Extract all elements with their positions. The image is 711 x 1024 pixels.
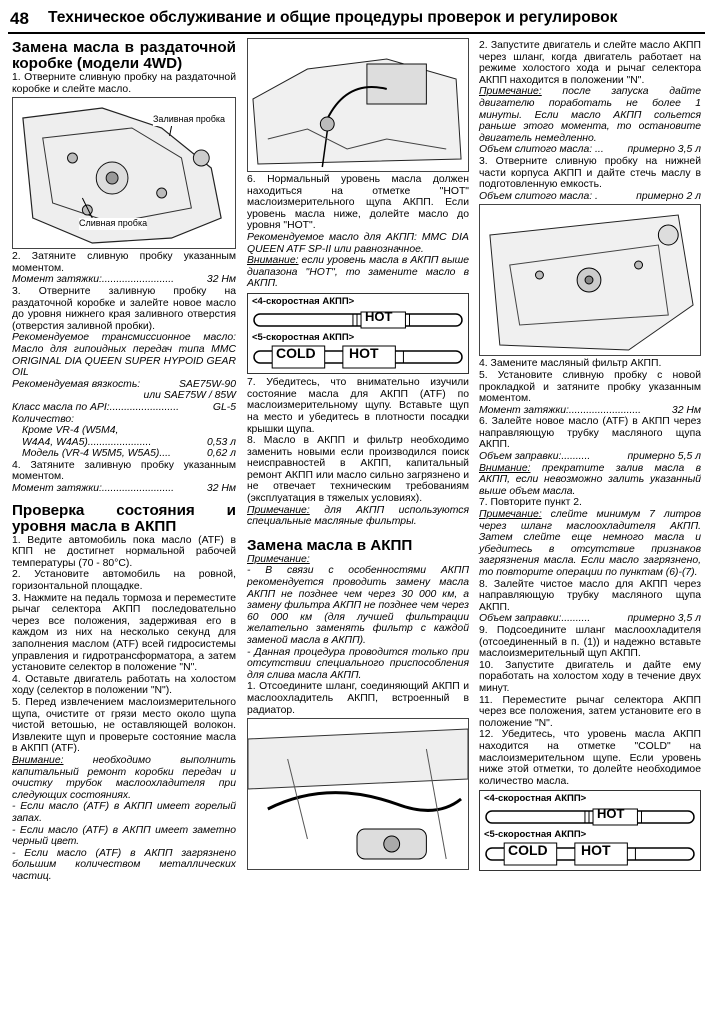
mark-cold: COLD bbox=[508, 842, 548, 859]
column-middle bbox=[247, 40, 469, 872]
warning-bullet: - Если масло (ATF) в АКПП загрязнено большим количеством металлических частиц. bbox=[12, 847, 236, 882]
info-note: Примечание: для АКПП используются специальные масляные фильтры. bbox=[247, 504, 469, 528]
step-text: 2. Установите автомобиль на ровной, горизонтальной площадке. bbox=[12, 569, 236, 593]
figure-transfer-case bbox=[12, 97, 236, 249]
page-number: 48 bbox=[10, 9, 29, 28]
step-text: 3. Отверните сливную пробку на нижней части корпуса АКПП и дайте стечь маслу в подготовленную емкость. bbox=[479, 155, 701, 191]
dipstick-4speed bbox=[252, 308, 464, 332]
step-text: 2. Затяните сливную пробку указанным моментом. bbox=[12, 251, 236, 274]
spec-torque: Момент затяжки:......................... 32 Нм bbox=[479, 404, 701, 416]
header-rule bbox=[8, 32, 705, 34]
step-text: 6. Нормальный уровень масла должен находиться на отметке "HOT" маслоизмерительного щупа АКПП. Если уровень масла ниже, долейте масло до уровня "HOT". bbox=[247, 174, 469, 232]
spec-torque: Момент затяжки:......................... 32 Нм bbox=[12, 483, 236, 495]
spec-drained-volume: Объем слитого масла: ... примерно 3,5 л bbox=[479, 144, 701, 156]
spec-viscosity-alt: или SAE75W / 85W bbox=[143, 390, 236, 402]
dipstick-5speed-label: <5-скоростная АКПП> bbox=[484, 828, 587, 840]
step-text: 3. Нажмите на педаль тормоза и переместите рычаг селектора АКПП последовательно через все положения, задерживая его в каждом из них на несколько секунд для заполнения маслом (ATF) всей гидросистемы управления и гидротрансформатора, а затем установите селектор в положение "N". bbox=[12, 592, 236, 674]
warning-bullet: - Если масло (ATF) в АКПП имеет горелый запах. bbox=[12, 801, 236, 824]
section-heading-atf-check: Проверка состояния и уровня масла в АКПП bbox=[12, 501, 236, 535]
section-heading-atf-change: Замена масла в АКПП bbox=[247, 536, 413, 554]
step-text: 11. Переместите рычаг селектора АКПП через все положения, затем установите его в положение "N". bbox=[479, 694, 701, 729]
info-note-item: - В связи с особенностями АКПП рекомендуется проводить замену масла АКПП не позднее чем через 30 000 км, а замену фильтра АКПП не позднее чем через 60 000 км (для лучшей фильтрации желательно заменять фильтр с каждой заменой масла в АКПП). bbox=[247, 565, 469, 646]
step-text: 1. Ведите автомобиль пока масло (ATF) в КПП не достигнет нормальной рабочей температуры (70 - 80°С). bbox=[12, 534, 236, 569]
step-text: 4. Замените масляный фильтр АКПП. bbox=[479, 358, 662, 370]
dipstick-4speed-label: <4-скоростная АКПП> bbox=[252, 295, 355, 307]
warning-note: Внимание: если уровень масла в АКПП выше диапазона "HOT", то замените масло в АКПП. bbox=[247, 255, 469, 290]
section-heading-transfer-case: Замена масла в раздаточной коробке (модели 4WD) bbox=[12, 39, 236, 72]
dipstick-figure bbox=[247, 293, 469, 374]
step-text: 3. Отверните заливную пробку на раздаточной коробке и залейте новое масло до уровня нижнего края заливного отверстия (отверстия заливной пробки). bbox=[12, 285, 236, 332]
mark-hot: HOT bbox=[349, 345, 379, 362]
dipstick-4speed bbox=[484, 805, 696, 829]
dipstick-5speed bbox=[484, 840, 696, 868]
step-text: 4. Оставьте двигатель работать на холостом ходу (селектор в положении "N"). bbox=[12, 673, 236, 697]
figure-cooler-hose bbox=[247, 718, 469, 870]
spec-atf: Рекомендуемое масло для АКПП: MMC DIA QUEEN ATF SP-II или равнозначное. bbox=[247, 231, 469, 255]
fill-plug-label: Заливная пробка bbox=[153, 114, 226, 125]
mark-hot: HOT bbox=[597, 805, 625, 821]
spec-drained-volume: Объем слитого масла: . примерно 2 л bbox=[479, 190, 701, 202]
spec-qty-title: Количество: bbox=[12, 413, 75, 425]
step-text: 5. Установите сливную пробку с новой прокладкой и затяните пробку указанным моментом. bbox=[479, 369, 701, 405]
step-text: 6. Залейте новое масло (ATF) в АКПП через направляющую трубку масляного щупа АКПП. bbox=[479, 416, 701, 451]
step-text: 12. Убедитесь, что уровень масла АКПП находится на отметке "COLD" на маслоизмерительном щупе. Если уровень ниже этой отметки, то долейте необходимое количество масла. bbox=[479, 729, 701, 787]
dipstick-5speed bbox=[252, 343, 464, 371]
info-note: Примечание: слейте минимум 7 литров через шланг маслоохладителя АКПП. Затем слейте еще немного масла и убедитесь в отсутствие признаков загрязнения масла. Если масло загрязнено, то повторите операции по пунктам (6)-(7). bbox=[479, 509, 701, 578]
step-text: 8. Залейте чистое масло для АКПП через направляющую трубку масляного щупа АКПП. bbox=[479, 578, 701, 613]
mark-cold: COLD bbox=[276, 345, 316, 362]
spec-fill-volume: Объем заправки:.......... примерно 3,5 л bbox=[479, 613, 701, 625]
warning-bullet: - Если масло (ATF) в АКПП имеет заметно черный цвет. bbox=[12, 824, 236, 848]
spec-fill-volume: Объем заправки:.......... примерно 5,5 л bbox=[479, 451, 701, 463]
step-text: 1. Отверните сливную пробку на раздаточной коробке и слейте масло. bbox=[12, 72, 236, 95]
mark-hot: HOT bbox=[365, 308, 393, 324]
warning-note: Внимание: прекратите залив масла в АКПП, если невозможно залить указанный выше объем масла. bbox=[479, 462, 701, 497]
spec-viscosity: Рекомендуемая вязкость: SAE75W-90 bbox=[12, 378, 236, 390]
spec-api: Класс масла по API:........................ GL-5 bbox=[12, 401, 236, 413]
step-text: 5. Перед извлечением маслоизмерительного щупа, очистите от грязи место около щупа чистой ветошью, не оставляющей волокон. Извлеките щуп и проверьте состояние масла в АКПП (ATF). bbox=[12, 696, 236, 755]
dipstick-5speed-label: <5-скоростная АКПП> bbox=[252, 331, 355, 343]
dipstick-figure bbox=[479, 790, 701, 871]
spec-oil: Рекомендуемое трансмиссионное масло: Масло для гипоидных передач типа MMC ORIGINAL DIA QUEEN SUPER HYPOID GEAR OIL bbox=[12, 332, 236, 379]
page-header bbox=[0, 0, 711, 30]
drain-plug-label: Сливная пробка bbox=[79, 218, 148, 229]
column-left bbox=[12, 40, 236, 882]
spec-qty-row1-line1: Кроме VR-4 (W5M4, bbox=[22, 425, 119, 437]
figure-drain-plug bbox=[479, 204, 701, 356]
info-note-item: - Данная процедура проводится только при отсутствии специального приспособления для слива масла АКПП. bbox=[247, 646, 469, 681]
info-note: Примечание: после запуска дайте двигателю поработать не более 1 минуты. Если масло АКПП сольется раньше этого момента, то остановите двигатель немедленно. bbox=[479, 86, 701, 144]
step-text: 7. Убедитесь, что внимательно изучили состояние масла для АКПП (ATF) по маслоизмерительному щупу. Вставьте щуп на место и убедитесь в плотности посадки крышки щупа. bbox=[247, 377, 469, 435]
step-text: 4. Затяните заливную пробку указанным моментом. bbox=[12, 459, 236, 483]
step-text: 2. Запустите двигатель и слейте масло АКПП через шланг, когда двигатель работает на режиме холостого хода и рычаг селектора АКПП находится в положении "N". bbox=[479, 40, 701, 86]
spec-torque: Момент затяжки:......................... 32 Нм bbox=[12, 274, 236, 286]
spec-qty-row2: Модель (VR-4 W5M5, W5A5).... 0,62 л bbox=[22, 448, 236, 460]
column-right bbox=[479, 40, 701, 874]
step-text: 10. Запустите двигатель и дайте ему поработать на холостом ходу в течение двух минут. bbox=[479, 659, 701, 694]
warning-note: Внимание: необходимо выполнить капитальный ремонт коробки передач и очистку трубок маслоохладителя при следующих состояниях. bbox=[12, 754, 236, 801]
figure-dipstick-location bbox=[247, 38, 469, 172]
step-text: 8. Масло в АКПП и фильтр необходимо заменить новыми если производился поиск неисправностей в АКПП, капитальный ремонт АКПП или масло сильно загрязнено и не отвечает техническим требованиям (эксплуатация в тяжелых условиях). bbox=[247, 435, 469, 505]
spec-qty-row1: W4A4, W4A5)...................... 0,53 л bbox=[22, 436, 236, 448]
dipstick-4speed-label: <4-скоростная АКПП> bbox=[484, 793, 587, 805]
mark-hot: HOT bbox=[581, 842, 611, 859]
info-note-label: Примечание: bbox=[247, 553, 310, 565]
page-title: Техническое обслуживание и общие процедуры проверок и регулировок bbox=[48, 9, 618, 26]
step-text: 9. Подсоедините шланг маслоохладителя (отсоединенный в п. (1)) и надежно вставьте маслоизмерительный щуп АКПП. bbox=[479, 624, 701, 660]
step-text: 1. Отсоедините шланг, соединяющий АКПП и маслоохладитель АКПП, встроенный в радиатор. bbox=[247, 681, 469, 716]
step-text: 7. Повторите пункт 2. bbox=[479, 497, 582, 509]
